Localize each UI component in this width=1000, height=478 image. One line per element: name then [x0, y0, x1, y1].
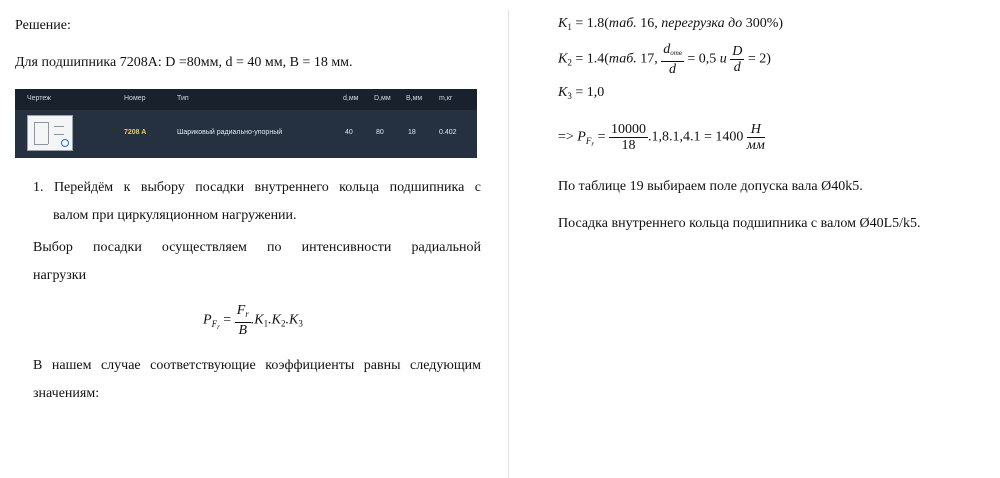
- k2-frac2-den: d: [733, 60, 741, 75]
- calc-unit-den: мм: [746, 138, 765, 153]
- k2-frac-num: d: [663, 42, 671, 57]
- k3-sub: 3: [567, 91, 572, 101]
- paragraph-line: значениям:: [33, 386, 100, 401]
- calc-num: 10000: [611, 122, 646, 137]
- paragraph-line: нагрузки: [33, 268, 87, 283]
- col-header-type: Тип: [177, 95, 189, 102]
- formula-intensity: [203, 303, 303, 338]
- fit-line: Посадка внутреннего кольца подшипника с валом Ø40L5/k5.: [558, 216, 921, 231]
- k2-line: [558, 42, 771, 77]
- fraction-den: B: [238, 323, 248, 338]
- k1-label: K: [558, 16, 568, 31]
- paragraph-line: Выбор посадки осуществляем по интенсивности радиальной: [33, 240, 481, 255]
- k2-end: = 2): [744, 51, 771, 67]
- k1-value: = 1.8(: [571, 16, 609, 31]
- formula-lhs-sub: F: [211, 318, 218, 329]
- formula-k1: .K: [250, 312, 264, 328]
- zoom-icon[interactable]: [61, 139, 69, 147]
- bearing-dimensions-line: Для подшипника 7208А: D =80мм, d = 40 мм, B = 18 мм.: [15, 55, 353, 70]
- cell-type: Шариковый радиально-упорный: [177, 129, 283, 136]
- column-divider: [508, 10, 509, 478]
- list-item-number: 1.: [33, 180, 44, 195]
- k3-label: K: [558, 85, 568, 100]
- calc-den: 18: [621, 138, 636, 153]
- k2-note2: 17,: [636, 51, 662, 67]
- k2-label: K: [558, 51, 568, 67]
- calc-p-subsub: r: [591, 139, 595, 148]
- formula-k2: .K: [268, 312, 281, 328]
- formula-k1-sub: 1: [263, 318, 269, 329]
- col-header-mass: m,кг: [439, 95, 453, 102]
- k2-fraction: [661, 42, 684, 77]
- fraction-num-sub: r: [245, 309, 249, 319]
- calc-mid: .1,8.1,4.1 = 1400: [648, 129, 744, 145]
- k2-fraction2: [730, 44, 744, 75]
- cell-d: 40: [345, 129, 353, 136]
- k1-note4: 300%): [742, 16, 784, 31]
- list-item-line2: валом при циркуляционном нагружении.: [53, 208, 297, 223]
- calc-p-sub: F: [585, 135, 592, 146]
- formula-k2-sub: 2: [280, 318, 286, 329]
- col-header-number: Номер: [124, 95, 146, 102]
- cell-D: 80: [376, 129, 384, 136]
- k2-sub: 2: [567, 57, 572, 68]
- calc-prefix: =>: [558, 129, 578, 145]
- k3-line: [558, 85, 604, 101]
- k2-note: таб.: [608, 51, 637, 67]
- col-header-D: D,мм: [374, 95, 391, 102]
- tolerance-line: По таблице 19 выбираем поле допуска вала Ø40k5.: [558, 179, 863, 194]
- k1-sub: 1: [567, 22, 572, 32]
- formula-k3-sub: 3: [298, 318, 303, 329]
- bearing-table: [15, 89, 477, 158]
- list-item-line1: Перейдём к выбору посадки внутреннего кольца подшипника с: [53, 180, 481, 195]
- k1-note2: 16,: [636, 16, 662, 31]
- col-header-drawing: Чертеж: [27, 95, 51, 102]
- calc-unit-num: Н: [747, 122, 765, 138]
- col-header-B: B,мм: [406, 95, 423, 102]
- list-item: [33, 174, 481, 230]
- col-header-d: d,мм: [343, 95, 359, 102]
- k2-and: и: [719, 51, 727, 67]
- formula-k3: .K: [285, 312, 299, 328]
- bearing-drawing-thumbnail[interactable]: [27, 115, 73, 151]
- cell-number: 7208 A: [124, 129, 147, 136]
- k2-frac-num-sub: отв: [670, 49, 682, 57]
- k2-mid: = 0,5: [683, 51, 720, 67]
- k1-note: таб.: [608, 16, 637, 31]
- calc-unit: [747, 122, 765, 153]
- cell-B: 18: [408, 129, 416, 136]
- k1-line: [558, 16, 783, 32]
- cell-mass: 0.402: [439, 129, 457, 136]
- formula-lhs-subsub: r: [217, 322, 220, 331]
- calc-fraction: [609, 122, 648, 153]
- calc-eq: =: [594, 129, 609, 145]
- k1-note3: перегрузка до: [661, 16, 743, 31]
- k2-frac2-num: D: [732, 44, 743, 59]
- formula-lhs: P: [203, 312, 212, 328]
- k3-value: = 1,0: [571, 85, 605, 100]
- formula-fraction: [235, 303, 251, 338]
- paragraph-line: В нашем случае соответствующие коэффициенты равны следующим: [33, 358, 481, 373]
- fraction-num: F: [236, 303, 246, 318]
- formula-eq: =: [223, 312, 232, 328]
- k2-frac-den: d: [669, 62, 677, 77]
- solution-heading: Решение:: [15, 18, 71, 33]
- calc-p: P: [577, 129, 586, 145]
- k2-value: = 1.4(: [571, 51, 609, 67]
- calc-line: [558, 122, 765, 153]
